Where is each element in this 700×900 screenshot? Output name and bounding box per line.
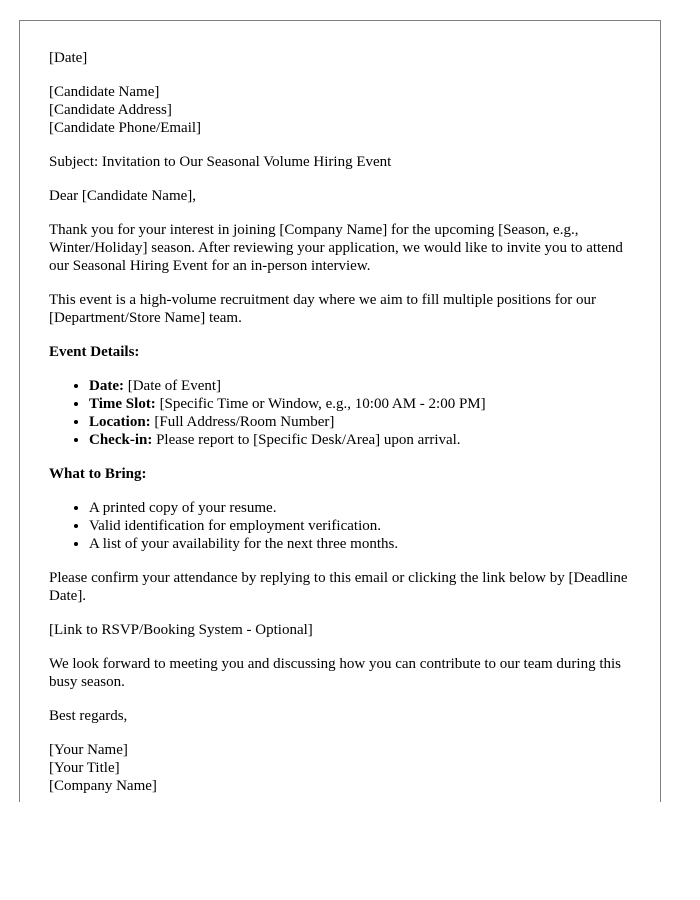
list-item: • A printed copy of your resume. [89,499,631,517]
list-item [89,413,631,431]
list-item: • A list of your availability for the next three months. [89,535,631,553]
event-detail-label: Check-in: [89,432,153,448]
what-to-bring-heading: What to Bring: [49,466,147,482]
list-item [89,395,631,413]
salutation: Dear [Candidate Name], [49,188,197,204]
event-detail-value: [Date of Event] [123,378,222,394]
event-details-list [49,377,631,449]
recipient-contact: [Candidate Phone/Email] [49,120,202,136]
event-description-paragraph: This event is a high-volume recruitment day where we aim to fill multiple positions for our [Department/Store Name] team. [49,292,596,326]
event-detail-value: [Specific Time or Window, e.g., 10:00 AM - 2:00 PM] [155,396,486,412]
list-item [89,377,631,395]
recipient-name: [Candidate Name] [49,84,160,100]
what-to-bring-list [49,499,631,553]
event-detail-value: [Full Address/Room Number] [150,414,335,430]
list-item [89,431,631,449]
signoff: Best regards, [49,708,128,724]
event-detail-label: Location: [89,414,151,430]
rsvp-link: [Link to RSVP/Booking System - Optional] [49,622,313,638]
event-detail-value: Please report to [Specific Desk/Area] upon arrival. [152,432,461,448]
list-item: • Valid identification for employment verification. [89,517,631,535]
signature-title: [Your Title] [49,760,120,776]
event-detail-label: Date: [89,378,124,394]
intro-paragraph: Thank you for your interest in joining [Company Name] for the upcoming [Season, e.g., Winter/Holiday] season. After reviewing your application, we would like to invite you to attend our Seasonal Hiring Event for an in-person interview. [49,222,623,274]
signature-name: [Your Name] [49,742,128,758]
signature-block [49,741,631,795]
recipient-block [49,83,631,137]
subject-line: Subject: Invitation to Our Seasonal Volume Hiring Event [49,154,392,170]
letter-date: [Date] [49,50,88,66]
letter-document [19,20,661,802]
event-detail-label: Time Slot: [89,396,156,412]
closing-paragraph: We look forward to meeting you and discussing how you can contribute to our team during this busy season. [49,656,622,690]
event-details-heading: Event Details: [49,344,140,360]
signature-company: [Company Name] [49,778,157,794]
confirm-paragraph: Please confirm your attendance by replying to this email or clicking the link below by [Deadline Date]. [49,570,628,604]
recipient-address: [Candidate Address] [49,102,172,118]
